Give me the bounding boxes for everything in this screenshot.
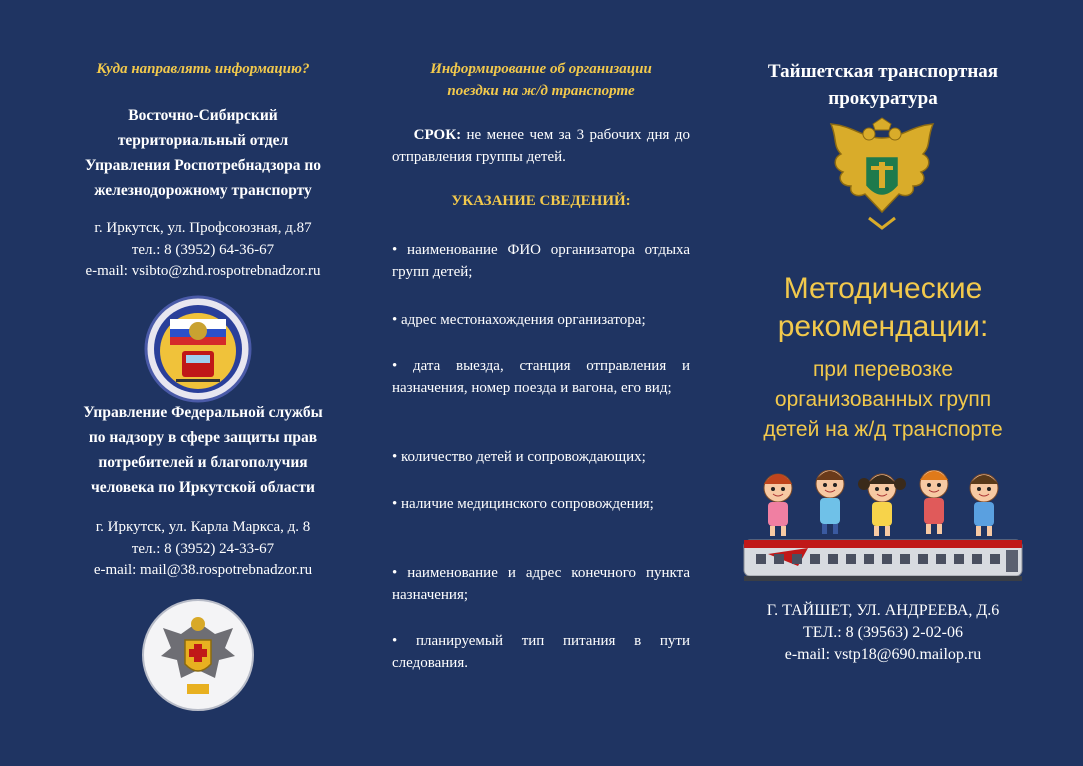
deadline-text: СРОК: не менее чем за 3 рабочих дня до отправления группы детей. [392, 127, 690, 165]
list-item: • наименование и адрес конечного пункта назначения; [392, 565, 690, 603]
brochure-title: Методические рекомендации: [777, 272, 989, 343]
contacts-heading: Куда направлять информацию? [96, 61, 310, 77]
right-panel [733, 0, 1033, 766]
left-panel [56, 0, 350, 766]
rospotrebnadzor-rail-emblem [144, 295, 252, 403]
org1-contacts: г. Иркутск, ул. Профсоюзная, д.87 тел.: 8 (3952) 64-36-67 e-mail: vsibto@zhd.rospotrebnadzor.ru [85, 220, 321, 279]
list-item: • наименование ФИО организатора отдыха групп детей; [392, 242, 690, 280]
train-car-icon [744, 540, 1022, 581]
list-item: • планируемый тип питания в пути следования. [392, 633, 690, 671]
middle-panel [392, 0, 690, 766]
org2-name: Управление Федеральной службы по надзору в сфере защиты прав потребителей и благополучия человека по Иркутской области [83, 404, 323, 496]
brochure-subtitle: при перевозке организованных групп детей на ж/д транспорте [763, 358, 1003, 441]
info-subheading: УКАЗАНИЕ СВЕДЕНИЙ: [451, 193, 631, 209]
org2-contacts: г. Иркутск, ул. Карла Маркса, д. 8 тел.: 8 (3952) 24-33-67 e-mail: mail@38.rospotrebnadzor.ru [93, 519, 313, 578]
deadline-label: СРОК: [413, 127, 462, 143]
prosecutor-contacts: Г. ТАЙШЕТ, УЛ. АНДРЕЕВА, Д.6 ТЕЛ.: 8 (39563) 2-02-06 e-mail: vstp18@690.mailop.ru [766, 602, 1000, 663]
notification-heading: Информирование об организации поездки на ж/д транспорте [430, 61, 652, 99]
prosecutor-eagle-icon [823, 116, 941, 234]
list-item: • адрес местонахождения организатора; [392, 312, 646, 328]
rospotrebnadzor-emblem [141, 598, 255, 712]
list-item: • количество детей и сопровождающих; [392, 449, 646, 465]
list-item: • дата выезда, станция отправления и назначения, номер поезда и вагона, его вид; [392, 358, 690, 396]
list-item: • наличие медицинского сопровождения; [392, 496, 654, 512]
prosecutor-title: Тайшетская транспортная прокуратура [767, 61, 999, 109]
kids-on-train-illustration [738, 470, 1028, 590]
kids-group-icon [764, 470, 998, 536]
org1-name: Восточно-Сибирский территориальный отдел Управления Роспотребнадзора по железнодорожному транспорту [84, 107, 322, 199]
